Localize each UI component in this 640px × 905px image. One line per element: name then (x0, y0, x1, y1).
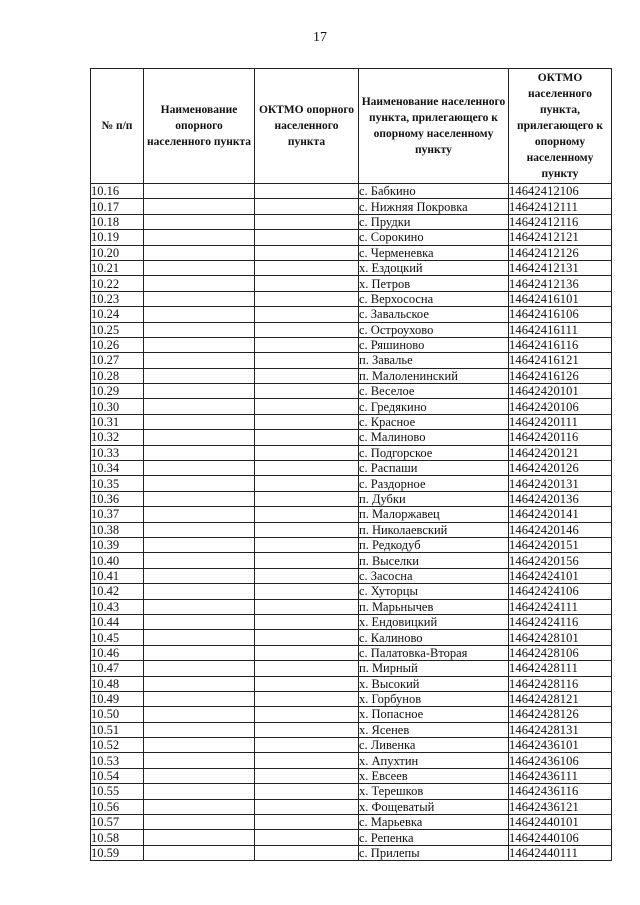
base-settlement-oktmo-cell (255, 522, 359, 537)
adjacent-settlement-oktmo-cell: 14642440106 (509, 830, 612, 845)
adjacent-settlement-oktmo-cell: 14642424101 (509, 568, 612, 583)
row-number-cell: 10.33 (91, 445, 144, 460)
base-settlement-oktmo-cell (255, 476, 359, 491)
base-settlement-name-cell (144, 815, 255, 830)
base-settlement-oktmo-cell (255, 753, 359, 768)
base-settlement-oktmo-cell (255, 630, 359, 645)
base-settlement-oktmo-cell (255, 322, 359, 337)
base-settlement-name-cell (144, 830, 255, 845)
row-number-cell: 10.24 (91, 307, 144, 322)
base-settlement-oktmo-cell (255, 368, 359, 383)
table-row (91, 199, 612, 214)
base-settlement-oktmo-cell (255, 399, 359, 414)
adjacent-settlement-name-cell: п. Малоленинский (359, 368, 509, 383)
column-header-adjacent-settlement-oktmo: ОКТМО населенного пункта, прилегающего к опорному населенному пункту (509, 69, 612, 184)
row-number-cell: 10.35 (91, 476, 144, 491)
table-row (91, 368, 612, 383)
row-number-cell: 10.54 (91, 768, 144, 783)
row-number-cell: 10.22 (91, 276, 144, 291)
adjacent-settlement-name-cell: х. Фощеватый (359, 799, 509, 814)
adjacent-settlement-oktmo-cell: 14642420111 (509, 414, 612, 429)
base-settlement-oktmo-cell (255, 430, 359, 445)
adjacent-settlement-oktmo-cell: 14642428126 (509, 707, 612, 722)
row-number-cell: 10.47 (91, 661, 144, 676)
adjacent-settlement-oktmo-cell: 14642420106 (509, 399, 612, 414)
table-row (91, 707, 612, 722)
adjacent-settlement-name-cell: п. Марьнычев (359, 599, 509, 614)
adjacent-settlement-oktmo-cell: 14642428106 (509, 645, 612, 660)
adjacent-settlement-name-cell: с. Верхососна (359, 291, 509, 306)
row-number-cell: 10.56 (91, 799, 144, 814)
base-settlement-name-cell (144, 322, 255, 337)
row-number-cell: 10.30 (91, 399, 144, 414)
adjacent-settlement-name-cell: х. Ендовицкий (359, 614, 509, 629)
base-settlement-name-cell (144, 399, 255, 414)
table-row (91, 476, 612, 491)
adjacent-settlement-oktmo-cell: 14642420151 (509, 537, 612, 552)
table-row (91, 630, 612, 645)
table-row (91, 614, 612, 629)
row-number-cell: 10.42 (91, 584, 144, 599)
base-settlement-name-cell (144, 722, 255, 737)
table-row (91, 753, 612, 768)
adjacent-settlement-oktmo-cell: 14642424106 (509, 584, 612, 599)
row-number-cell: 10.16 (91, 184, 144, 199)
base-settlement-oktmo-cell (255, 614, 359, 629)
base-settlement-name-cell (144, 661, 255, 676)
base-settlement-oktmo-cell (255, 461, 359, 476)
row-number-cell: 10.53 (91, 753, 144, 768)
row-number-cell: 10.25 (91, 322, 144, 337)
base-settlement-oktmo-cell (255, 676, 359, 691)
column-header-adjacent-settlement-name: Наименование населенного пункта, прилегающего к опорному населенному пункту (359, 69, 509, 184)
base-settlement-name-cell (144, 245, 255, 260)
adjacent-settlement-oktmo-cell: 14642420101 (509, 384, 612, 399)
column-header-number: № п/п (91, 69, 144, 184)
table-row (91, 691, 612, 706)
base-settlement-name-cell (144, 230, 255, 245)
adjacent-settlement-name-cell: п. Редкодуб (359, 537, 509, 552)
adjacent-settlement-oktmo-cell: 14642412136 (509, 276, 612, 291)
base-settlement-oktmo-cell (255, 707, 359, 722)
table-row (91, 353, 612, 368)
table-row (91, 414, 612, 429)
table-row (91, 461, 612, 476)
row-number-cell: 10.39 (91, 537, 144, 552)
row-number-cell: 10.41 (91, 568, 144, 583)
adjacent-settlement-oktmo-cell: 14642436106 (509, 753, 612, 768)
base-settlement-oktmo-cell (255, 722, 359, 737)
base-settlement-oktmo-cell (255, 414, 359, 429)
adjacent-settlement-oktmo-cell: 14642412126 (509, 245, 612, 260)
adjacent-settlement-oktmo-cell: 14642412116 (509, 214, 612, 229)
adjacent-settlement-oktmo-cell: 14642412111 (509, 199, 612, 214)
base-settlement-name-cell (144, 507, 255, 522)
row-number-cell: 10.44 (91, 614, 144, 629)
row-number-cell: 10.58 (91, 830, 144, 845)
table-row (91, 722, 612, 737)
adjacent-settlement-oktmo-cell: 14642412121 (509, 230, 612, 245)
row-number-cell: 10.21 (91, 260, 144, 275)
base-settlement-oktmo-cell (255, 214, 359, 229)
row-number-cell: 10.37 (91, 507, 144, 522)
base-settlement-oktmo-cell (255, 184, 359, 199)
table-row (91, 799, 612, 814)
base-settlement-oktmo-cell (255, 568, 359, 583)
adjacent-settlement-name-cell: с. Хуторцы (359, 584, 509, 599)
adjacent-settlement-name-cell: с. Бабкино (359, 184, 509, 199)
base-settlement-oktmo-cell (255, 491, 359, 506)
row-number-cell: 10.28 (91, 368, 144, 383)
row-number-cell: 10.31 (91, 414, 144, 429)
base-settlement-name-cell (144, 753, 255, 768)
adjacent-settlement-oktmo-cell: 14642428101 (509, 630, 612, 645)
adjacent-settlement-name-cell: с. Подгорское (359, 445, 509, 460)
base-settlement-oktmo-cell (255, 445, 359, 460)
table-row (91, 245, 612, 260)
adjacent-settlement-name-cell: с. Прудки (359, 214, 509, 229)
base-settlement-name-cell (144, 491, 255, 506)
adjacent-settlement-oktmo-cell: 14642440111 (509, 845, 612, 860)
adjacent-settlement-name-cell: с. Ливенка (359, 738, 509, 753)
row-number-cell: 10.45 (91, 630, 144, 645)
base-settlement-name-cell (144, 707, 255, 722)
adjacent-settlement-name-cell: с. Распаши (359, 461, 509, 476)
base-settlement-name-cell (144, 461, 255, 476)
table-row (91, 645, 612, 660)
row-number-cell: 10.49 (91, 691, 144, 706)
adjacent-settlement-oktmo-cell: 14642428111 (509, 661, 612, 676)
table-row (91, 661, 612, 676)
row-number-cell: 10.18 (91, 214, 144, 229)
base-settlement-oktmo-cell (255, 645, 359, 660)
base-settlement-oktmo-cell (255, 337, 359, 352)
adjacent-settlement-name-cell: с. Завальское (359, 307, 509, 322)
row-number-cell: 10.43 (91, 599, 144, 614)
adjacent-settlement-oktmo-cell: 14642416111 (509, 322, 612, 337)
adjacent-settlement-oktmo-cell: 14642424111 (509, 599, 612, 614)
table-row (91, 214, 612, 229)
adjacent-settlement-name-cell: х. Ясенев (359, 722, 509, 737)
base-settlement-oktmo-cell (255, 845, 359, 860)
row-number-cell: 10.19 (91, 230, 144, 245)
base-settlement-name-cell (144, 522, 255, 537)
base-settlement-name-cell (144, 184, 255, 199)
table-row (91, 507, 612, 522)
table-row (91, 830, 612, 845)
table-row (91, 230, 612, 245)
table-row (91, 738, 612, 753)
row-number-cell: 10.46 (91, 645, 144, 660)
row-number-cell: 10.26 (91, 337, 144, 352)
base-settlement-oktmo-cell (255, 553, 359, 568)
row-number-cell: 10.59 (91, 845, 144, 860)
table-row (91, 676, 612, 691)
adjacent-settlement-oktmo-cell: 14642424116 (509, 614, 612, 629)
adjacent-settlement-name-cell: с. Красное (359, 414, 509, 429)
base-settlement-oktmo-cell (255, 691, 359, 706)
table-row (91, 553, 612, 568)
adjacent-settlement-oktmo-cell: 14642420126 (509, 461, 612, 476)
base-settlement-name-cell (144, 337, 255, 352)
base-settlement-name-cell (144, 799, 255, 814)
base-settlement-oktmo-cell (255, 507, 359, 522)
row-number-cell: 10.57 (91, 815, 144, 830)
table-row (91, 599, 612, 614)
base-settlement-name-cell (144, 599, 255, 614)
adjacent-settlement-name-cell: п. Мирный (359, 661, 509, 676)
base-settlement-name-cell (144, 214, 255, 229)
base-settlement-name-cell (144, 291, 255, 306)
adjacent-settlement-oktmo-cell: 14642440101 (509, 815, 612, 830)
adjacent-settlement-oktmo-cell: 14642420141 (509, 507, 612, 522)
row-number-cell: 10.38 (91, 522, 144, 537)
adjacent-settlement-name-cell: с. Засосна (359, 568, 509, 583)
adjacent-settlement-oktmo-cell: 14642428131 (509, 722, 612, 737)
base-settlement-oktmo-cell (255, 291, 359, 306)
adjacent-settlement-name-cell: с. Прилепы (359, 845, 509, 860)
adjacent-settlement-oktmo-cell: 14642416101 (509, 291, 612, 306)
adjacent-settlement-name-cell: с. Раздорное (359, 476, 509, 491)
base-settlement-name-cell (144, 614, 255, 629)
adjacent-settlement-oktmo-cell: 14642412106 (509, 184, 612, 199)
base-settlement-name-cell (144, 430, 255, 445)
base-settlement-oktmo-cell (255, 307, 359, 322)
row-number-cell: 10.36 (91, 491, 144, 506)
base-settlement-oktmo-cell (255, 199, 359, 214)
base-settlement-oktmo-cell (255, 830, 359, 845)
adjacent-settlement-name-cell: с. Калиново (359, 630, 509, 645)
adjacent-settlement-name-cell: х. Ездоцкий (359, 260, 509, 275)
adjacent-settlement-name-cell: с. Марьевка (359, 815, 509, 830)
row-number-cell: 10.34 (91, 461, 144, 476)
base-settlement-name-cell (144, 845, 255, 860)
table-row (91, 276, 612, 291)
adjacent-settlement-oktmo-cell: 14642420131 (509, 476, 612, 491)
base-settlement-name-cell (144, 414, 255, 429)
base-settlement-oktmo-cell (255, 784, 359, 799)
table-row (91, 307, 612, 322)
adjacent-settlement-name-cell: х. Горбунов (359, 691, 509, 706)
adjacent-settlement-oktmo-cell: 14642416116 (509, 337, 612, 352)
adjacent-settlement-oktmo-cell: 14642420136 (509, 491, 612, 506)
row-number-cell: 10.52 (91, 738, 144, 753)
base-settlement-name-cell (144, 645, 255, 660)
adjacent-settlement-name-cell: х. Терешков (359, 784, 509, 799)
adjacent-settlement-name-cell: с. Малиново (359, 430, 509, 445)
adjacent-settlement-oktmo-cell: 14642412131 (509, 260, 612, 275)
adjacent-settlement-oktmo-cell: 14642420146 (509, 522, 612, 537)
base-settlement-oktmo-cell (255, 584, 359, 599)
base-settlement-oktmo-cell (255, 537, 359, 552)
base-settlement-name-cell (144, 537, 255, 552)
table-row (91, 445, 612, 460)
base-settlement-name-cell (144, 553, 255, 568)
base-settlement-name-cell (144, 353, 255, 368)
base-settlement-name-cell (144, 568, 255, 583)
adjacent-settlement-oktmo-cell: 14642436111 (509, 768, 612, 783)
column-header-base-settlement-oktmo: ОКТМО опорного населенного пункта (255, 69, 359, 184)
base-settlement-oktmo-cell (255, 768, 359, 783)
adjacent-settlement-name-cell: х. Апухтин (359, 753, 509, 768)
table-row (91, 568, 612, 583)
base-settlement-oktmo-cell (255, 245, 359, 260)
adjacent-settlement-oktmo-cell: 14642436116 (509, 784, 612, 799)
base-settlement-oktmo-cell (255, 799, 359, 814)
row-number-cell: 10.20 (91, 245, 144, 260)
adjacent-settlement-name-cell: с. Репенка (359, 830, 509, 845)
table-row (91, 430, 612, 445)
adjacent-settlement-name-cell: х. Попасное (359, 707, 509, 722)
base-settlement-name-cell (144, 368, 255, 383)
base-settlement-oktmo-cell (255, 276, 359, 291)
base-settlement-name-cell (144, 630, 255, 645)
adjacent-settlement-name-cell: х. Высокий (359, 676, 509, 691)
base-settlement-name-cell (144, 307, 255, 322)
row-number-cell: 10.48 (91, 676, 144, 691)
table-row (91, 260, 612, 275)
base-settlement-oktmo-cell (255, 384, 359, 399)
adjacent-settlement-name-cell: с. Ряшиново (359, 337, 509, 352)
row-number-cell: 10.29 (91, 384, 144, 399)
adjacent-settlement-name-cell: п. Малоржавец (359, 507, 509, 522)
base-settlement-name-cell (144, 738, 255, 753)
table-header-row (91, 69, 612, 184)
adjacent-settlement-name-cell: с. Сорокино (359, 230, 509, 245)
base-settlement-oktmo-cell (255, 815, 359, 830)
base-settlement-oktmo-cell (255, 738, 359, 753)
base-settlement-name-cell (144, 768, 255, 783)
adjacent-settlement-oktmo-cell: 14642428121 (509, 691, 612, 706)
row-number-cell: 10.23 (91, 291, 144, 306)
adjacent-settlement-name-cell: с. Гредякино (359, 399, 509, 414)
page-number: 17 (313, 30, 327, 45)
base-settlement-name-cell (144, 476, 255, 491)
table-row (91, 291, 612, 306)
adjacent-settlement-name-cell: п. Выселки (359, 553, 509, 568)
base-settlement-name-cell (144, 199, 255, 214)
adjacent-settlement-name-cell: с. Веселое (359, 384, 509, 399)
adjacent-settlement-oktmo-cell: 14642420156 (509, 553, 612, 568)
base-settlement-name-cell (144, 260, 255, 275)
base-settlement-name-cell (144, 445, 255, 460)
adjacent-settlement-oktmo-cell: 14642420116 (509, 430, 612, 445)
adjacent-settlement-oktmo-cell: 14642420121 (509, 445, 612, 460)
table-row (91, 522, 612, 537)
table-row (91, 768, 612, 783)
table-row (91, 491, 612, 506)
table-row (91, 845, 612, 860)
adjacent-settlement-oktmo-cell: 14642436121 (509, 799, 612, 814)
table-row (91, 399, 612, 414)
table-row (91, 384, 612, 399)
row-number-cell: 10.51 (91, 722, 144, 737)
adjacent-settlement-name-cell: с. Остроухово (359, 322, 509, 337)
adjacent-settlement-name-cell: с. Нижняя Покровка (359, 199, 509, 214)
adjacent-settlement-name-cell: с. Палатовка-Вторая (359, 645, 509, 660)
base-settlement-name-cell (144, 584, 255, 599)
adjacent-settlement-name-cell: п. Дубки (359, 491, 509, 506)
adjacent-settlement-name-cell: п. Николаевский (359, 522, 509, 537)
row-number-cell: 10.27 (91, 353, 144, 368)
adjacent-settlement-oktmo-cell: 14642436101 (509, 738, 612, 753)
base-settlement-name-cell (144, 676, 255, 691)
adjacent-settlement-name-cell: п. Завалье (359, 353, 509, 368)
adjacent-settlement-oktmo-cell: 14642428116 (509, 676, 612, 691)
base-settlement-oktmo-cell (255, 353, 359, 368)
base-settlement-name-cell (144, 784, 255, 799)
column-header-base-settlement-name: Наименование опорного населенного пункта (144, 69, 255, 184)
table-row (91, 815, 612, 830)
row-number-cell: 10.17 (91, 199, 144, 214)
adjacent-settlement-oktmo-cell: 14642416106 (509, 307, 612, 322)
base-settlement-oktmo-cell (255, 599, 359, 614)
base-settlement-oktmo-cell (255, 260, 359, 275)
table-row (91, 184, 612, 199)
adjacent-settlement-name-cell: х. Петров (359, 276, 509, 291)
table-row (91, 537, 612, 552)
table-row (91, 337, 612, 352)
adjacent-settlement-oktmo-cell: 14642416126 (509, 368, 612, 383)
row-number-cell: 10.50 (91, 707, 144, 722)
settlements-table (90, 68, 612, 861)
row-number-cell: 10.32 (91, 430, 144, 445)
base-settlement-name-cell (144, 384, 255, 399)
base-settlement-oktmo-cell (255, 230, 359, 245)
base-settlement-name-cell (144, 276, 255, 291)
adjacent-settlement-name-cell: х. Евсеев (359, 768, 509, 783)
table-row (91, 584, 612, 599)
base-settlement-oktmo-cell (255, 661, 359, 676)
row-number-cell: 10.55 (91, 784, 144, 799)
table-row (91, 322, 612, 337)
table-row (91, 784, 612, 799)
adjacent-settlement-oktmo-cell: 14642416121 (509, 353, 612, 368)
row-number-cell: 10.40 (91, 553, 144, 568)
adjacent-settlement-name-cell: с. Черменевка (359, 245, 509, 260)
base-settlement-name-cell (144, 691, 255, 706)
